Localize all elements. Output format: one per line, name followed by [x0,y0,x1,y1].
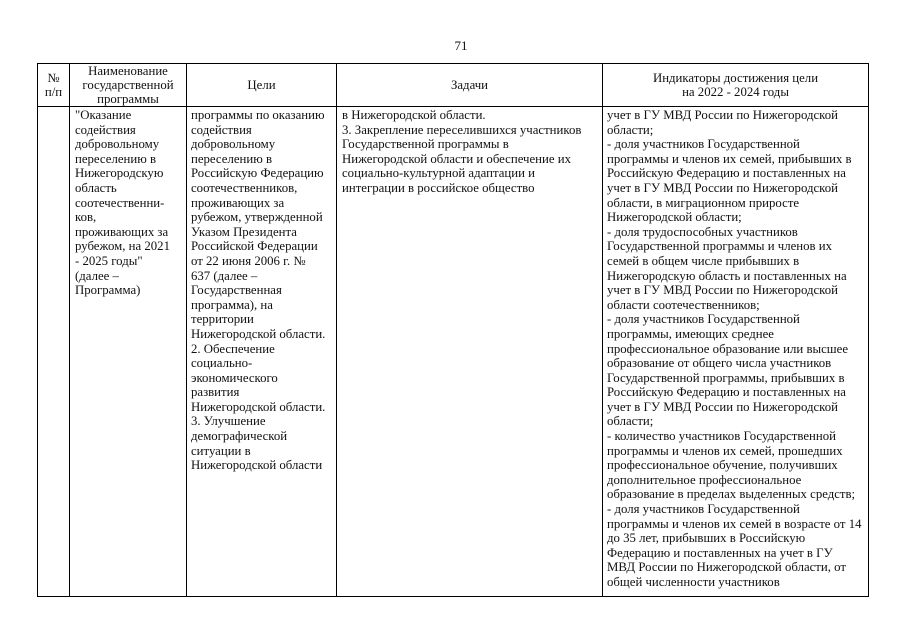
cell-line: проживающих за [75,224,169,239]
cell-line: область [75,180,117,195]
cell-line: - доля участников Государственной [607,137,800,152]
cell-line: Государственной программы и членов их [607,239,832,254]
cell-line: образование в пределах выделенных средств; [607,487,856,502]
cell-line: переселению в [191,151,273,166]
cell-line: Российской Федерации [191,239,318,254]
cell-line: программы и членов их семей, прибывших в [607,151,852,166]
cell-line: профессиональное образование или высшее [607,341,848,356]
cell-line: области соотечественников; [607,297,760,312]
header-line: Наименование [88,64,168,78]
header-cell-tasks [337,64,603,107]
cell-line: 2. Обеспечение [191,341,275,356]
header-cell-indicators [603,64,869,107]
cell-line: Государственная [191,283,282,298]
cell-line: общей численности участников [607,575,780,589]
cell-line: - 2025 годы" [75,253,143,268]
cell-line: профессиональное обучение, получивших [607,458,838,473]
cell-line: Российскую Федерацию [191,166,324,181]
cell-line: 3. Улучшение [191,414,266,429]
cell-line: "Оказание [75,108,132,122]
cell-line: переселению в [75,151,157,166]
cell-line: программы, имеющих среднее [607,326,774,341]
header-line: Цели [247,77,276,92]
cell-line: учет в ГУ МВД России по Нижегородской [607,180,838,195]
cell-line: (далее – [75,268,119,283]
cell-line: соотечественни- [75,195,165,210]
program-table [37,63,869,597]
cell-line: до 35 лет, прибывших в Российскую [607,531,806,546]
cell-line: области, в миграционном приросте [607,195,800,210]
cell-line: - количество участников Государственной [607,429,836,444]
cell-line: программы и членов их семей, прошедших [607,443,843,458]
cell-line: Нижегородской области и обеспечение их [342,151,571,166]
cell-line: добровольному [191,137,276,152]
cell-line: Указом Президента [191,224,297,239]
cell-line: - доля участников Государственной [607,502,800,517]
cell-line: Нижегородскую [75,166,164,181]
cell-line: области; [607,122,654,137]
cell-line: Нижегородской области; [607,210,742,225]
cell-line: Российскую Федерацию и поставленных на [607,385,846,400]
cell-line: учет в ГУ МВД России по Нижегородской [607,399,838,414]
cell-line: содействия [75,122,136,137]
cell-line: Российскую Федерацию и поставленных на [607,166,846,181]
cell-tasks [337,107,603,597]
header-line: п/п [44,85,63,99]
header-line: Задачи [450,77,489,92]
cell-line: 637 (далее – [191,268,258,283]
cell-line: - доля участников Государственной [607,312,800,327]
cell-line: содействия [191,122,252,137]
cell-line: проживающих за [191,195,285,210]
cell-line: от 22 июня 2006 г. № [191,253,306,268]
cell-line: Программа) [75,283,141,298]
cell-line: экономического [191,370,278,385]
header-cell-program-name [70,64,187,107]
header-cell-goals [187,64,337,107]
header-line: на 2022 - 2024 годы [682,85,789,99]
cell-line: учет в ГУ МВД России по Нижегородской [607,283,838,298]
cell-line: рубежом, утвержденной [191,210,323,225]
cell-line: ков, [75,210,97,225]
header-line: № [47,70,60,85]
cell-line: области; [607,414,654,429]
cell-goals [187,107,337,597]
cell-line: добровольному [75,137,160,152]
cell-line: рубежом, на 2021 [75,239,170,254]
cell-line: программа), на [191,297,273,312]
cell-line: ситуации в [191,443,251,458]
cell-line: учет в ГУ МВД России по Нижегородской [607,108,838,122]
cell-line: Нижегородской области. [191,326,326,341]
page-number: 71 [454,38,468,53]
cell-line: Федерацию и поставленных на учет в ГУ [607,545,833,560]
cell-line: образование от общего числа участников [607,356,832,371]
cell-line: программы по оказанию [191,108,325,122]
header-line: программы [97,92,159,107]
cell-line: семей в общем числе прибывших в [607,253,800,268]
header-line: государственной [82,77,174,92]
cell-line: программы и членов их семей в возрасте от 14 [607,516,862,531]
cell-line: развития [191,385,240,400]
cell-program-name [70,107,187,597]
cell-line: интеграции в российское общество [342,180,535,195]
cell-line: Государственной программы в [342,137,509,152]
cell-line: социально-культурной адаптации и [342,166,535,181]
cell-line: Нижегородской области [191,458,323,473]
header-line: Индикаторы достижения цели [652,70,819,85]
cell-line: соотечественников, [191,180,298,195]
cell-indicators [603,107,869,597]
cell-line: территории [191,312,254,327]
header-cell-number [38,64,70,107]
cell-line: Государственной программы, прибывших в [607,370,845,385]
cell-line: МВД России по Нижегородской области, от [607,560,846,575]
cell-line: демографической [191,429,288,444]
cell-line: в Нижегородской области. [342,108,486,122]
cell-line: 3. Закрепление переселившихся участников [342,122,582,137]
cell-line: социально- [191,356,253,371]
cell-number [38,107,70,597]
cell-line: - доля трудоспособных участников [607,224,798,239]
cell-line: Нижегородскую область и поставленных на [607,268,847,283]
cell-line: Нижегородской области. [191,399,326,414]
cell-line: дополнительное профессиональное [607,472,802,487]
